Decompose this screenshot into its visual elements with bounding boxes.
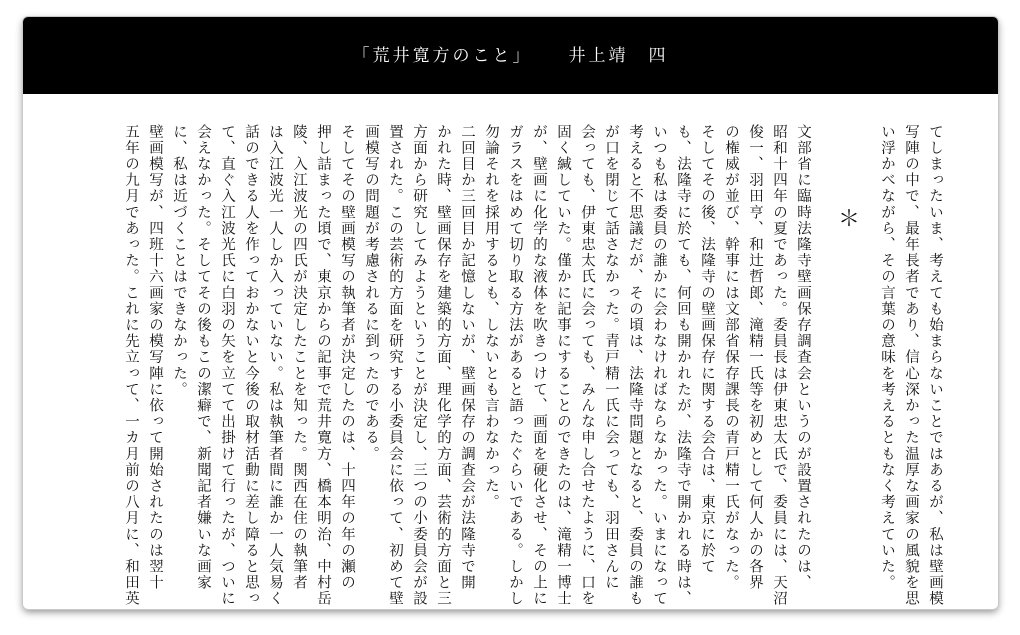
text-column: 方面から研究してみようということが決定し、三つの小委員会が設 (411, 124, 427, 607)
text-column: 話のできる人を作っておかないと今後の取材活動に差し障ると思っ (243, 124, 259, 607)
text-column: 昭和十四年の夏であった。委員長は伊東忠太氏で、委員には、天沼 (771, 124, 787, 607)
text-column: 会っても、伊東忠太氏に会っても、みんな申し合せたように、口を (579, 124, 595, 607)
text-column: 俊一、羽田亨、和辻哲郎、滝精一氏等を初めとして何人かの各界 (747, 124, 763, 591)
text-column: てしまったいま、考えても始まらないことではあるが、私は壁画模 (927, 124, 943, 607)
essay-title: 「荒井寛方のこと」 (352, 46, 533, 66)
text-column: 考えると不思議だが、その頃は、法隆寺問題となると、委員の誰も (627, 124, 643, 607)
vertical-text-body (23, 94, 998, 609)
text-column: 押し詰まった頃で、東京からの記事で荒井寛方、橋本明治、中村岳 (315, 124, 331, 607)
page-frame (23, 17, 998, 609)
text-column: い浮かべながら、その言葉の意味を考えるともなく考えていた。 (879, 124, 895, 591)
text-column: 二回目か三回目か記憶しないが、壁画保存の調査会が法隆寺で開 (459, 124, 475, 591)
text-column: の権威が並び、幹事には文部省保存課長の青戸精一氏がなった。 (723, 124, 739, 591)
text-column: 壁画模写が、四班十六画家の模写陣に依って開始されたのは翌十 (147, 124, 163, 591)
text-column: 会えなかった。そしてその後もこの潔癖で、新聞記者嫌いな画家 (195, 124, 211, 591)
text-column: いつも私は委員の誰かに会わなければならなかった。いまになって (651, 124, 667, 607)
text-column: 文部省に臨時法隆寺壁画保存調査会というのが設置されたのは、 (795, 124, 811, 591)
text-column: 固く緘していた。僅かに記事にすることのできたのは、滝精一博士 (555, 124, 571, 607)
author-page-label: 井上靖 四 (568, 46, 669, 66)
text-column: が口を閉じて話さなかった。青戸精一氏に会っても、羽田さんに (603, 124, 619, 591)
text-column: は入江波光一人しか入っていない。私は執筆者間に誰か一人気易く (267, 124, 283, 607)
text-column: かれた時、壁画保存を建築的方面、理化学的方面、芸術的方面と三 (435, 124, 451, 607)
text-column: も、法隆寺に於ても、何回も開かれたが、法隆寺で開かれる時は、 (675, 124, 691, 607)
section-break-mark: ＊ (838, 207, 861, 232)
text-column: 置された。この芸術的方面を研究する小委員会に依って、初めて壁 (387, 124, 403, 607)
title-bar (23, 17, 998, 94)
text-column: ガラスをはめて切り取る方法があると語ったぐらいである。しかし (507, 124, 523, 607)
text-column: 写陣の中で、最年長者であり、信心深かった温厚な画家の風貌を思 (903, 124, 919, 607)
text-column: 画模写の問題が考慮されるに到ったのである。 (363, 124, 379, 463)
text-column: に、私は近づくことはできなかった。 (171, 124, 187, 398)
text-column: そしてその壁画模写の執筆者が決定したのは、十四年の年の瀬の (339, 124, 355, 591)
text-column: て、直ぐ入江波光氏に白羽の矢を立てて出掛けて行ったが、ついに (219, 124, 235, 607)
text-column: そしてその後、法隆寺の壁画保存に関する会合は、東京に於て (699, 124, 715, 575)
text-column: 陵、入江波光の四氏が決定したことを知った。関西在住の執筆者 (291, 124, 307, 591)
text-column: 五年の九月であった。これに先立って、一カ月前の八月に、和田英 (123, 124, 139, 607)
text-column: 勿論それを採用するとも、しないとも言わなかった。 (483, 124, 499, 511)
text-column: が、壁画に化学的な液体を吹きつけて、画面を硬化させ、その上に (531, 124, 547, 607)
